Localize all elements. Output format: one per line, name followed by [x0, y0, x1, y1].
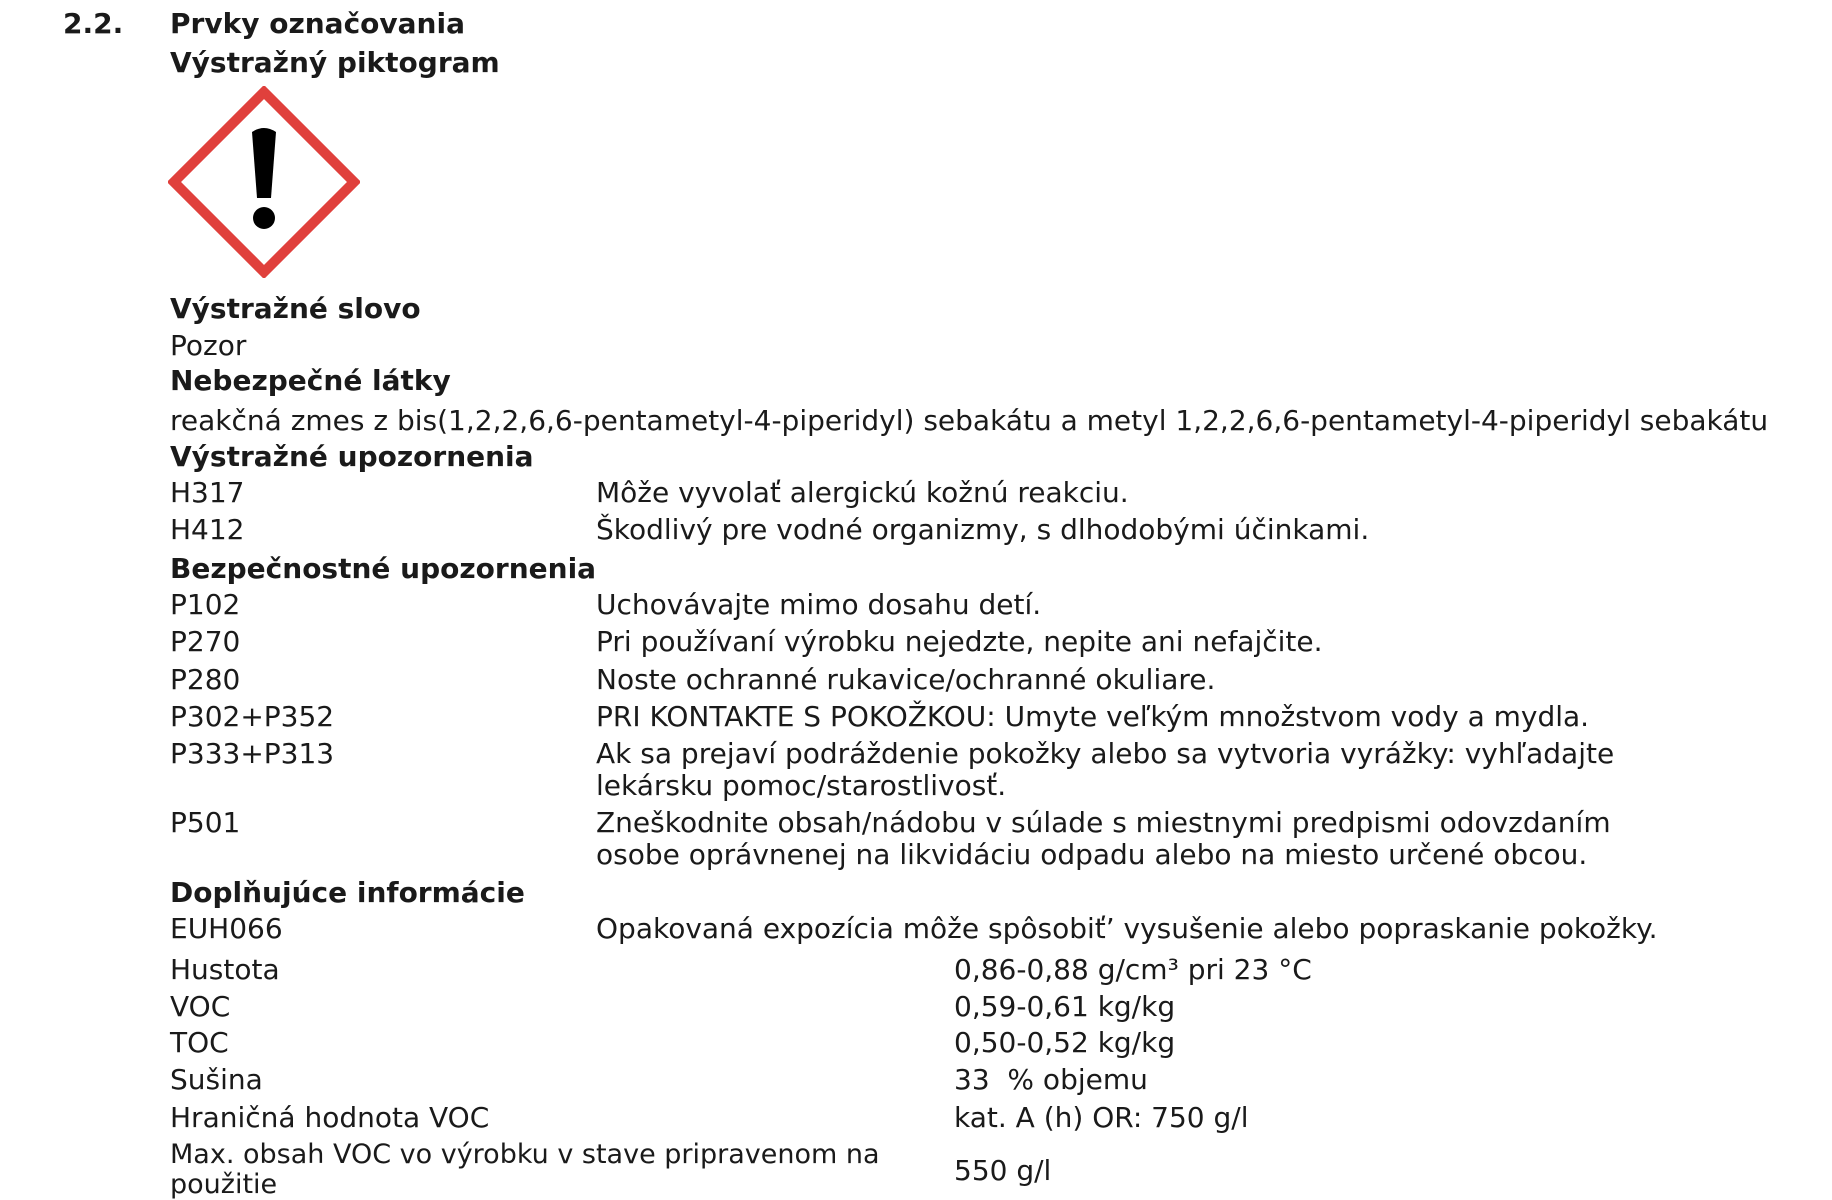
property-label: Sušina: [170, 1063, 263, 1096]
property-label: TOC: [170, 1026, 229, 1059]
signal-word-heading: Výstražné slovo: [170, 292, 421, 325]
hazard-code: H317: [170, 476, 245, 509]
property-value: 0,59-0,61 kg/kg: [954, 990, 1176, 1023]
precautionary-statements-heading: Bezpečnostné upozornenia: [170, 552, 597, 585]
property-value: 550 g/l: [954, 1154, 1052, 1187]
precaution-text: PRI KONTAKTE S POKOŽKOU: Umyte veľkým množstvom vody a mydla.: [596, 700, 1590, 733]
property-value: 0,86-0,88 g/cm³ pri 23 °C: [954, 953, 1312, 986]
hazard-statements-heading: Výstražné upozornenia: [170, 440, 534, 473]
precaution-code: P501: [170, 806, 241, 839]
section-title: Prvky označovania: [170, 7, 465, 40]
precaution-text: Noste ochranné rukavice/ochranné okuliare.: [596, 663, 1216, 696]
exclamation-dot: [253, 207, 275, 229]
hazard-code: H412: [170, 513, 245, 546]
euh-code: EUH066: [170, 912, 283, 945]
euh-text: Opakovaná expozícia môže spôsobiť’ vysušenie alebo popraskanie pokožky.: [596, 912, 1658, 945]
signal-word-value: Pozor: [170, 329, 247, 362]
precaution-code: P270: [170, 625, 241, 658]
ghs07-exclamation-mark-icon: [168, 86, 360, 278]
property-value: 0,50-0,52 kg/kg: [954, 1026, 1176, 1059]
precaution-text: Pri používaní výrobku nejedzte, nepite ani nefajčite.: [596, 625, 1323, 658]
property-value: kat. A (h) OR: 750 g/l: [954, 1101, 1249, 1134]
property-label: VOC: [170, 990, 231, 1023]
hazardous-substances-value: reakčná zmes z bis(1,2,2,6,6-pentametyl-4-piperidyl) sebakátu a metyl 1,2,2,6,6-pentametyl-4-piperidyl sebakátu: [170, 404, 1769, 437]
precaution-code: P302+P352: [170, 700, 335, 733]
section-number: 2.2.: [63, 7, 124, 40]
precaution-code: P333+P313: [170, 737, 335, 770]
property-label: Hustota: [170, 953, 280, 986]
hazardous-substances-heading: Nebezpečné látky: [170, 364, 451, 397]
precaution-code: P280: [170, 663, 241, 696]
hazard-text: Škodlivý pre vodné organizmy, s dlhodobými účinkami.: [596, 513, 1370, 546]
supplementary-info-heading: Doplňujúce informácie: [170, 876, 525, 909]
precaution-text: Ak sa prejaví podráždenie pokožky alebo sa vytvoria vyrážky: vyhľadajte lekársku pomoc/starostlivosť.: [596, 737, 1615, 802]
precaution-code: P102: [170, 588, 241, 621]
property-label: Max. obsah VOC vo výrobku v stave pripravenom na použitie: [170, 1139, 880, 1200]
property-label: Hraničná hodnota VOC: [170, 1101, 490, 1134]
precaution-text: Zneškodnite obsah/nádobu v súlade s miestnymi predpismi odovzdaním osobe oprávnenej na likvidáciu odpadu alebo na miesto určené obcou.: [596, 806, 1611, 871]
hazard-text: Môže vyvolať alergickú kožnú reakciu.: [596, 476, 1129, 509]
pictogram-heading: Výstražný piktogram: [170, 46, 500, 79]
property-value: 33 % objemu: [954, 1063, 1148, 1096]
precaution-text: Uchovávajte mimo dosahu detí.: [596, 588, 1042, 621]
